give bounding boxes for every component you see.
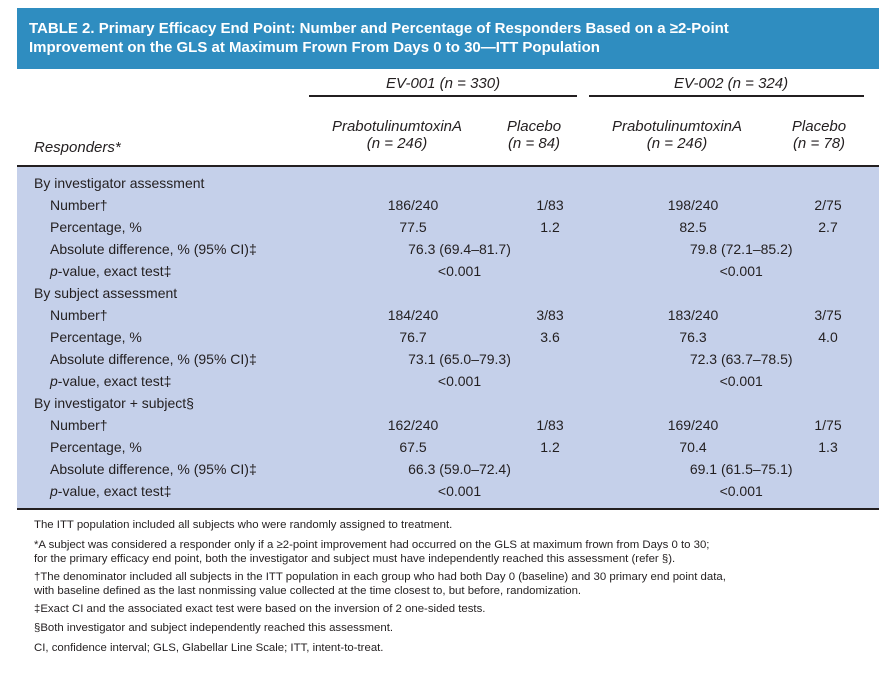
footnote-line: with baseline defined as the last nonmissing value collected at the time closest to, but before, randomization. (34, 585, 582, 597)
table-row (17, 348, 879, 370)
row-label (17, 480, 324, 502)
col-head-line: Placebo (506, 118, 562, 135)
row-label: Percentage, % (50, 329, 142, 345)
table-row (17, 370, 879, 392)
table-row (17, 238, 879, 260)
table-footnotes (17, 510, 879, 655)
cell: 3/83 (536, 307, 564, 323)
cell: 79.8 (72.1–85.2) (689, 241, 793, 257)
cell: <0.001 (437, 483, 482, 499)
footnote: CI, confidence interval; GLS, Glabellar Line Scale; ITT, intent-to-treat. (34, 641, 384, 654)
col-head-line: (n = 246) (366, 135, 428, 152)
cell: 1/83 (536, 197, 564, 213)
cell: 3/75 (814, 307, 842, 323)
results-table (17, 8, 879, 660)
footnote-line: †The denominator included all subjects in the ITT population in each group who had both Day 0 (baseline) and 30 primary end point data, (34, 570, 726, 583)
footnote: The ITT population included all subjects who were randomly assigned to treatment. (34, 519, 453, 531)
cell: <0.001 (437, 263, 482, 279)
cell: 76.3 (69.4–81.7) (408, 241, 511, 257)
col-head-placebo-ev002 (769, 118, 869, 152)
cell: 1.2 (540, 439, 560, 455)
section-title-row (17, 392, 879, 414)
footnote (34, 570, 879, 599)
cell: 162/240 (387, 417, 439, 433)
cell: 82.5 (679, 219, 707, 235)
cell: 183/240 (667, 307, 719, 323)
table-row (17, 216, 879, 238)
col-head-line: Placebo (791, 118, 847, 135)
row-label: Number† (50, 197, 108, 213)
group-label-ev002: EV-002 (n = 324) (674, 75, 789, 92)
group-label-ev001: EV-001 (n = 330) (386, 75, 501, 92)
cell: 2/75 (814, 197, 842, 213)
table-row (17, 326, 879, 348)
table-header (17, 69, 879, 167)
p-rest: -value, exact test‡ (57, 483, 172, 499)
cell: 76.7 (399, 329, 427, 345)
section-title: By investigator + subject§ (34, 395, 194, 411)
row-label: Absolute difference, % (95% CI)‡ (50, 351, 257, 367)
section-title-row (17, 172, 879, 194)
col-head-placebo-ev001 (484, 118, 584, 152)
group-rule-ev002 (589, 95, 864, 97)
cell: <0.001 (719, 483, 763, 499)
footnote: ‡Exact CI and the associated exact test were based on the inversion of 2 one-sided tests. (34, 602, 486, 615)
cell: 69.1 (61.5–75.1) (689, 461, 793, 477)
cell: <0.001 (719, 263, 763, 279)
cell: 72.3 (63.7–78.5) (689, 351, 793, 367)
col-head-line: (n = 246) (646, 135, 708, 152)
cell: 198/240 (667, 197, 719, 213)
row-label: Absolute difference, % (95% CI)‡ (50, 461, 257, 477)
row-label: Percentage, % (50, 439, 142, 455)
cell: 4.0 (818, 329, 838, 345)
col-head-prabo-ev001 (310, 118, 484, 152)
cell: 67.5 (399, 439, 427, 455)
table-row (17, 194, 879, 216)
cell: 2.7 (818, 219, 838, 235)
col-head-prabo-ev002 (592, 118, 762, 152)
row-label: Percentage, % (50, 219, 142, 235)
footnote: §Both investigator and subject independently reached this assessment. (34, 622, 394, 634)
row-label: Number† (50, 307, 108, 323)
table-body (17, 167, 879, 510)
table-row (17, 480, 879, 502)
cell: 169/240 (667, 417, 719, 433)
cell: <0.001 (719, 373, 763, 389)
table-title-line2: Improvement on the GLS at Maximum Frown From Days 0 to 30—ITT Population (29, 39, 600, 56)
row-label: Absolute difference, % (95% CI)‡ (50, 241, 257, 257)
col-head-line: PrabotulinumtoxinA (331, 118, 463, 135)
col-head-line: PrabotulinumtoxinA (611, 118, 743, 135)
row-label (17, 260, 324, 282)
section-title: By investigator assessment (34, 175, 205, 191)
p-rest: -value, exact test‡ (57, 263, 172, 279)
row-label (17, 370, 324, 392)
cell: 1/75 (814, 417, 842, 433)
cell: 186/240 (387, 197, 439, 213)
row-label: Number† (50, 417, 108, 433)
p-italic: p (50, 263, 58, 279)
responders-label: Responders* (34, 139, 121, 156)
table-title (17, 8, 879, 69)
cell: 70.4 (679, 439, 707, 455)
cell: <0.001 (437, 373, 482, 389)
footnote-line: for the primary efficacy end point, both the investigator and subject must have independently reached this assessment (refer §). (34, 553, 676, 565)
cell: 1/83 (536, 417, 564, 433)
col-head-line: (n = 78) (792, 135, 846, 152)
cell: 77.5 (399, 219, 427, 235)
cell: 76.3 (679, 329, 707, 345)
group-rule-ev001 (309, 95, 577, 97)
cell: 1.2 (540, 219, 560, 235)
footnote (34, 538, 879, 567)
cell: 73.1 (65.0–79.3) (408, 351, 511, 367)
table-row (17, 304, 879, 326)
p-italic: p (50, 483, 58, 499)
cell: 1.3 (818, 439, 838, 455)
table-row (17, 436, 879, 458)
p-italic: p (50, 373, 58, 389)
p-rest: -value, exact test‡ (57, 373, 172, 389)
table-row (17, 260, 879, 282)
table-title-line1: TABLE 2. Primary Efficacy End Point: Number and Percentage of Responders Based on a ≥2-Point (29, 20, 729, 37)
cell: 66.3 (59.0–72.4) (408, 461, 511, 477)
table-row (17, 414, 879, 436)
cell: 184/240 (387, 307, 439, 323)
footnote-line: *A subject was considered a responder only if a ≥2-point improvement had occurred on the GLS at maximum frown from Days 0 to 30; (34, 538, 710, 551)
cell: 3.6 (540, 329, 560, 345)
col-head-line: (n = 84) (507, 135, 561, 152)
section-title-row (17, 282, 879, 304)
section-title: By subject assessment (34, 285, 178, 301)
table-row (17, 458, 879, 480)
